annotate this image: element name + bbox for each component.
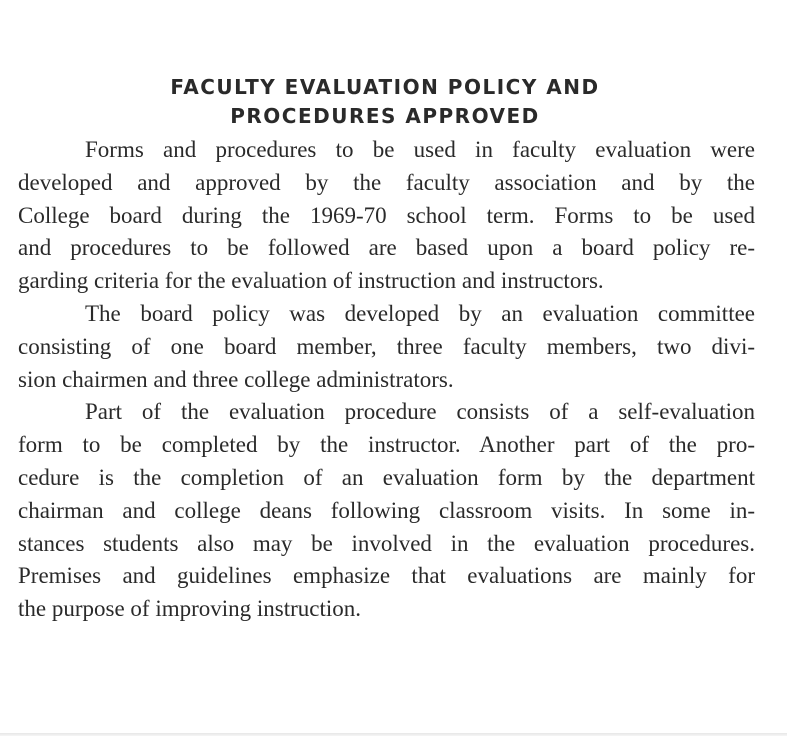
paragraph-3 (18, 396, 755, 626)
text-line: Premises and guidelines emphasize that evaluations are mainly for (18, 563, 755, 589)
text-line: cedure is the completion of an evaluation form by the department (18, 464, 755, 490)
text-line: sion chairmen and three college administrators. (18, 366, 454, 392)
text-line: consisting of one board member, three faculty members, two divi- (18, 333, 755, 359)
paragraph-1 (18, 134, 755, 298)
text-line: form to be completed by the instructor. Another part of the pro- (18, 432, 755, 458)
text-line: Part of the evaluation procedure consists of a self-evaluation (85, 399, 755, 425)
article-body (18, 134, 755, 626)
article-headline (0, 73, 770, 131)
text-line: the purpose of improving instruction. (18, 596, 362, 622)
text-line: College board during the 1969-70 school term. Forms to be used (18, 202, 755, 228)
text-line: Forms and procedures to be used in faculty evaluation were (85, 137, 755, 162)
page-bottom-edge (0, 733, 787, 736)
paragraph-2 (18, 298, 755, 396)
text-line: developed and approved by the faculty association and by the (18, 169, 755, 195)
headline-line-2: PROCEDURES APPROVED (230, 104, 540, 129)
text-line: chairman and college deans following classroom visits. In some in- (18, 497, 755, 523)
text-line: The board policy was developed by an evaluation committee (85, 300, 755, 326)
text-line: garding criteria for the evaluation of instruction and instructors. (18, 268, 604, 294)
text-line: and procedures to be followed are based upon a board policy re- (18, 235, 755, 261)
headline-line-1: FACULTY EVALUATION POLICY AND (170, 75, 600, 100)
text-line: stances students also may be involved in the evaluation procedures. (18, 530, 755, 556)
